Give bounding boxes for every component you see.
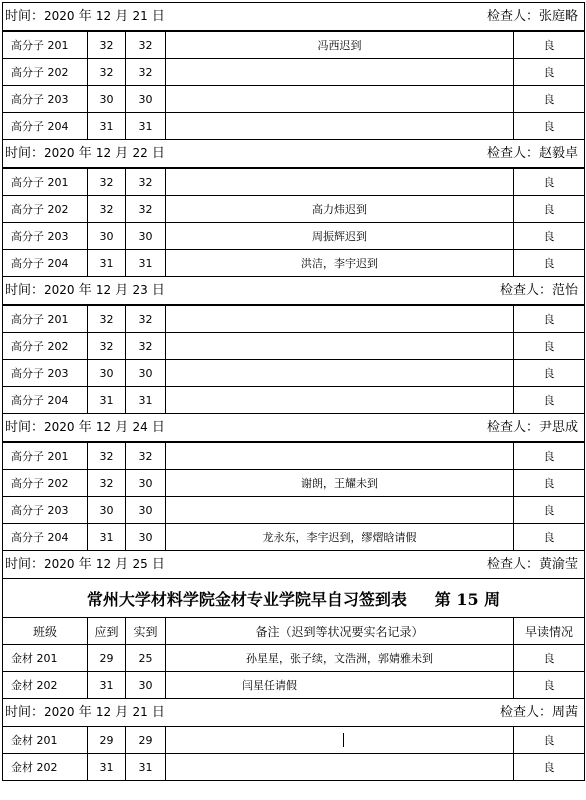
remark-cell	[166, 168, 514, 196]
date-header-cell	[3, 140, 585, 169]
column-header-row	[3, 618, 585, 645]
actual-count-cell: 30	[126, 497, 166, 524]
remark-text: 周振辉迟到	[312, 230, 367, 243]
remark-text: 孙星星，张子续，文浩洲，郭婧雅未到	[246, 652, 433, 665]
table-row	[3, 497, 585, 524]
actual-count-cell: 32	[126, 168, 166, 196]
inspector-name: 周茜	[552, 705, 579, 720]
date-header-row	[3, 699, 585, 727]
table-row	[3, 113, 585, 140]
status-cell: 良	[514, 442, 585, 470]
attendance-sheet	[2, 2, 585, 781]
sheet-title-row	[3, 579, 585, 618]
title-text: 常州大学材料学院金材专业学院早自习签到表	[86, 589, 407, 609]
date-label	[3, 277, 165, 304]
date-label	[3, 699, 165, 726]
remark-cell	[166, 360, 514, 387]
remark-text: 龙永东，李宇迟到，缪熠晗请假	[262, 531, 417, 544]
date-header-cell	[3, 699, 585, 727]
remark-cell	[166, 250, 514, 277]
time-label: 时间：	[5, 705, 45, 720]
remark-cell	[166, 387, 514, 414]
actual-count-cell: 31	[126, 754, 166, 781]
table-row	[3, 305, 585, 333]
day-unit: 日	[151, 705, 165, 720]
class-cell: 高分子 201	[3, 305, 88, 333]
date-label	[3, 3, 165, 30]
month-unit: 月	[115, 9, 129, 24]
class-cell: 高分子 202	[3, 59, 88, 86]
inspector-label: 检查人：	[487, 9, 540, 24]
remark-cell	[166, 442, 514, 470]
remark-text: 冯西迟到	[317, 39, 362, 52]
day: 22	[132, 146, 148, 160]
expected-count-cell: 32	[88, 442, 126, 470]
remark-cell	[166, 196, 514, 223]
status-cell: 良	[514, 168, 585, 196]
date-header-row	[3, 551, 585, 579]
year: 2020	[44, 9, 75, 23]
date-header-row	[3, 3, 585, 32]
inspector-name: 黄渝莹	[539, 557, 579, 572]
actual-count-cell: 30	[126, 470, 166, 497]
class-cell: 高分子 204	[3, 524, 88, 551]
time-label: 时间：	[5, 283, 45, 298]
table-row	[3, 86, 585, 113]
status-cell: 良	[514, 672, 585, 699]
class-cell: 金材 201	[3, 645, 88, 672]
status-cell: 良	[514, 333, 585, 360]
class-cell: 高分子 203	[3, 360, 88, 387]
status-cell: 良	[514, 754, 585, 781]
month-unit: 月	[115, 420, 129, 435]
expected-count-cell: 32	[88, 168, 126, 196]
column-header-actual: 实到	[126, 618, 166, 645]
status-cell: 良	[514, 305, 585, 333]
table-row	[3, 59, 585, 86]
inspector-name: 赵毅卓	[539, 146, 579, 161]
inspector	[487, 3, 584, 30]
year-unit: 年	[78, 557, 92, 572]
day-unit: 日	[151, 283, 165, 298]
text-cursor	[343, 733, 344, 747]
year: 2020	[44, 420, 75, 434]
time-label: 时间：	[5, 420, 45, 435]
remark-cell	[166, 305, 514, 333]
status-cell: 良	[514, 59, 585, 86]
month-unit: 月	[115, 705, 129, 720]
actual-count-cell: 32	[126, 333, 166, 360]
remark-text: 高力炜迟到	[312, 203, 367, 216]
expected-count-cell: 31	[88, 387, 126, 414]
year-unit: 年	[78, 705, 92, 720]
actual-count-cell: 32	[126, 59, 166, 86]
remark-cell	[166, 672, 514, 699]
expected-count-cell: 32	[88, 470, 126, 497]
day: 25	[132, 557, 148, 571]
remark-cell	[166, 333, 514, 360]
status-cell: 良	[514, 387, 585, 414]
class-cell: 高分子 204	[3, 113, 88, 140]
remark-cell[interactable]	[166, 727, 514, 754]
year: 2020	[44, 705, 75, 719]
day: 23	[132, 283, 148, 297]
table-row	[3, 470, 585, 497]
inspector	[487, 140, 584, 167]
table-row	[3, 360, 585, 387]
week-label: 第 15 周	[434, 589, 501, 609]
date-header-row	[3, 414, 585, 443]
inspector-name: 张庭略	[539, 9, 579, 24]
status-cell: 良	[514, 86, 585, 113]
table-row	[3, 250, 585, 277]
inspector	[500, 277, 584, 304]
day: 21	[132, 9, 148, 23]
month: 12	[95, 283, 112, 297]
remark-cell	[166, 497, 514, 524]
date-label	[3, 140, 165, 167]
year-unit: 年	[78, 283, 92, 298]
date-header-cell	[3, 3, 585, 32]
actual-count-cell: 30	[126, 360, 166, 387]
inspector	[487, 414, 584, 441]
actual-count-cell: 31	[126, 387, 166, 414]
table-row	[3, 31, 585, 59]
class-cell: 金材 201	[3, 727, 88, 754]
expected-count-cell: 32	[88, 305, 126, 333]
actual-count-cell: 30	[126, 524, 166, 551]
month-unit: 月	[115, 283, 129, 298]
date-header-cell	[3, 414, 585, 443]
actual-count-cell: 31	[126, 250, 166, 277]
column-header-status: 早读情况	[514, 618, 585, 645]
table-row	[3, 168, 585, 196]
remark-text: 谢朗，王耀未到	[301, 477, 378, 490]
year: 2020	[44, 146, 75, 160]
inspector-name: 尹思成	[539, 420, 579, 435]
expected-count-cell: 32	[88, 333, 126, 360]
day-unit: 日	[151, 146, 165, 161]
expected-count-cell: 30	[88, 86, 126, 113]
inspector-label: 检查人：	[487, 557, 540, 572]
remark-cell	[166, 524, 514, 551]
sheet-title	[3, 579, 585, 618]
time-label: 时间：	[5, 9, 45, 24]
date-label	[3, 414, 165, 441]
year-unit: 年	[78, 9, 92, 24]
status-cell: 良	[514, 223, 585, 250]
actual-count-cell: 25	[126, 645, 166, 672]
expected-count-cell: 30	[88, 497, 126, 524]
status-cell: 良	[514, 470, 585, 497]
table-row	[3, 672, 585, 699]
remark-text: 洪洁，李宇迟到	[301, 257, 378, 270]
actual-count-cell: 30	[126, 86, 166, 113]
inspector	[487, 551, 584, 578]
status-cell: 良	[514, 645, 585, 672]
month-unit: 月	[115, 557, 129, 572]
remark-cell	[166, 31, 514, 59]
class-cell: 高分子 204	[3, 250, 88, 277]
year-unit: 年	[78, 146, 92, 161]
year: 2020	[44, 283, 75, 297]
table-row	[3, 387, 585, 414]
status-cell: 良	[514, 727, 585, 754]
time-label: 时间：	[5, 146, 45, 161]
day-unit: 日	[151, 420, 165, 435]
month: 12	[95, 9, 112, 23]
class-cell: 高分子 203	[3, 497, 88, 524]
expected-count-cell: 31	[88, 113, 126, 140]
year: 2020	[44, 557, 75, 571]
inspector-name: 范怡	[552, 283, 579, 298]
day-unit: 日	[151, 557, 165, 572]
day-unit: 日	[151, 9, 165, 24]
actual-count-cell: 32	[126, 196, 166, 223]
class-cell: 高分子 203	[3, 86, 88, 113]
class-cell: 高分子 202	[3, 333, 88, 360]
class-cell: 高分子 202	[3, 470, 88, 497]
inspector-label: 检查人：	[487, 146, 540, 161]
expected-count-cell: 31	[88, 672, 126, 699]
table-row	[3, 333, 585, 360]
expected-count-cell: 31	[88, 524, 126, 551]
actual-count-cell: 30	[126, 223, 166, 250]
remark-cell	[166, 86, 514, 113]
month: 12	[95, 420, 112, 434]
table-row	[3, 223, 585, 250]
status-cell: 良	[514, 196, 585, 223]
actual-count-cell: 29	[126, 727, 166, 754]
expected-count-cell: 31	[88, 250, 126, 277]
time-label: 时间：	[5, 557, 45, 572]
status-cell: 良	[514, 497, 585, 524]
remark-cell	[166, 113, 514, 140]
column-header-note: 备注（迟到等状况要实名记录）	[166, 618, 514, 645]
date-header-cell	[3, 277, 585, 306]
remark-cell	[166, 59, 514, 86]
month-unit: 月	[115, 146, 129, 161]
status-cell: 良	[514, 360, 585, 387]
table-row	[3, 524, 585, 551]
column-header-due: 应到	[88, 618, 126, 645]
table-row	[3, 442, 585, 470]
expected-count-cell: 32	[88, 59, 126, 86]
actual-count-cell: 32	[126, 31, 166, 59]
class-cell: 金材 202	[3, 754, 88, 781]
remark-text: 闫星任请假	[242, 679, 297, 692]
table-row	[3, 196, 585, 223]
expected-count-cell: 32	[88, 31, 126, 59]
actual-count-cell: 32	[126, 442, 166, 470]
month: 12	[95, 146, 112, 160]
actual-count-cell: 30	[126, 672, 166, 699]
date-label	[3, 551, 165, 578]
table-row	[3, 727, 585, 754]
date-header-row	[3, 277, 585, 306]
column-header-cls: 班级	[3, 618, 88, 645]
year-unit: 年	[78, 420, 92, 435]
actual-count-cell: 32	[126, 305, 166, 333]
status-cell: 良	[514, 250, 585, 277]
month: 12	[95, 705, 112, 719]
inspector-label: 检查人：	[500, 283, 553, 298]
status-cell: 良	[514, 113, 585, 140]
expected-count-cell: 32	[88, 196, 126, 223]
day: 24	[132, 420, 148, 434]
expected-count-cell: 30	[88, 223, 126, 250]
status-cell: 良	[514, 524, 585, 551]
expected-count-cell: 30	[88, 360, 126, 387]
inspector-label: 检查人：	[500, 705, 553, 720]
expected-count-cell: 29	[88, 645, 126, 672]
class-cell: 高分子 201	[3, 442, 88, 470]
inspector-label: 检查人：	[487, 420, 540, 435]
table-row	[3, 754, 585, 781]
remark-cell	[166, 223, 514, 250]
remark-cell	[166, 754, 514, 781]
date-header-cell	[3, 551, 585, 579]
remark-cell	[166, 645, 514, 672]
expected-count-cell: 31	[88, 754, 126, 781]
class-cell: 高分子 202	[3, 196, 88, 223]
inspector	[500, 699, 584, 726]
day: 21	[132, 705, 148, 719]
table-row	[3, 645, 585, 672]
expected-count-cell: 29	[88, 727, 126, 754]
class-cell: 高分子 201	[3, 31, 88, 59]
class-cell: 金材 202	[3, 672, 88, 699]
actual-count-cell: 31	[126, 113, 166, 140]
class-cell: 高分子 201	[3, 168, 88, 196]
class-cell: 高分子 203	[3, 223, 88, 250]
date-header-row	[3, 140, 585, 169]
class-cell: 高分子 204	[3, 387, 88, 414]
month: 12	[95, 557, 112, 571]
remark-cell	[166, 470, 514, 497]
status-cell: 良	[514, 31, 585, 59]
